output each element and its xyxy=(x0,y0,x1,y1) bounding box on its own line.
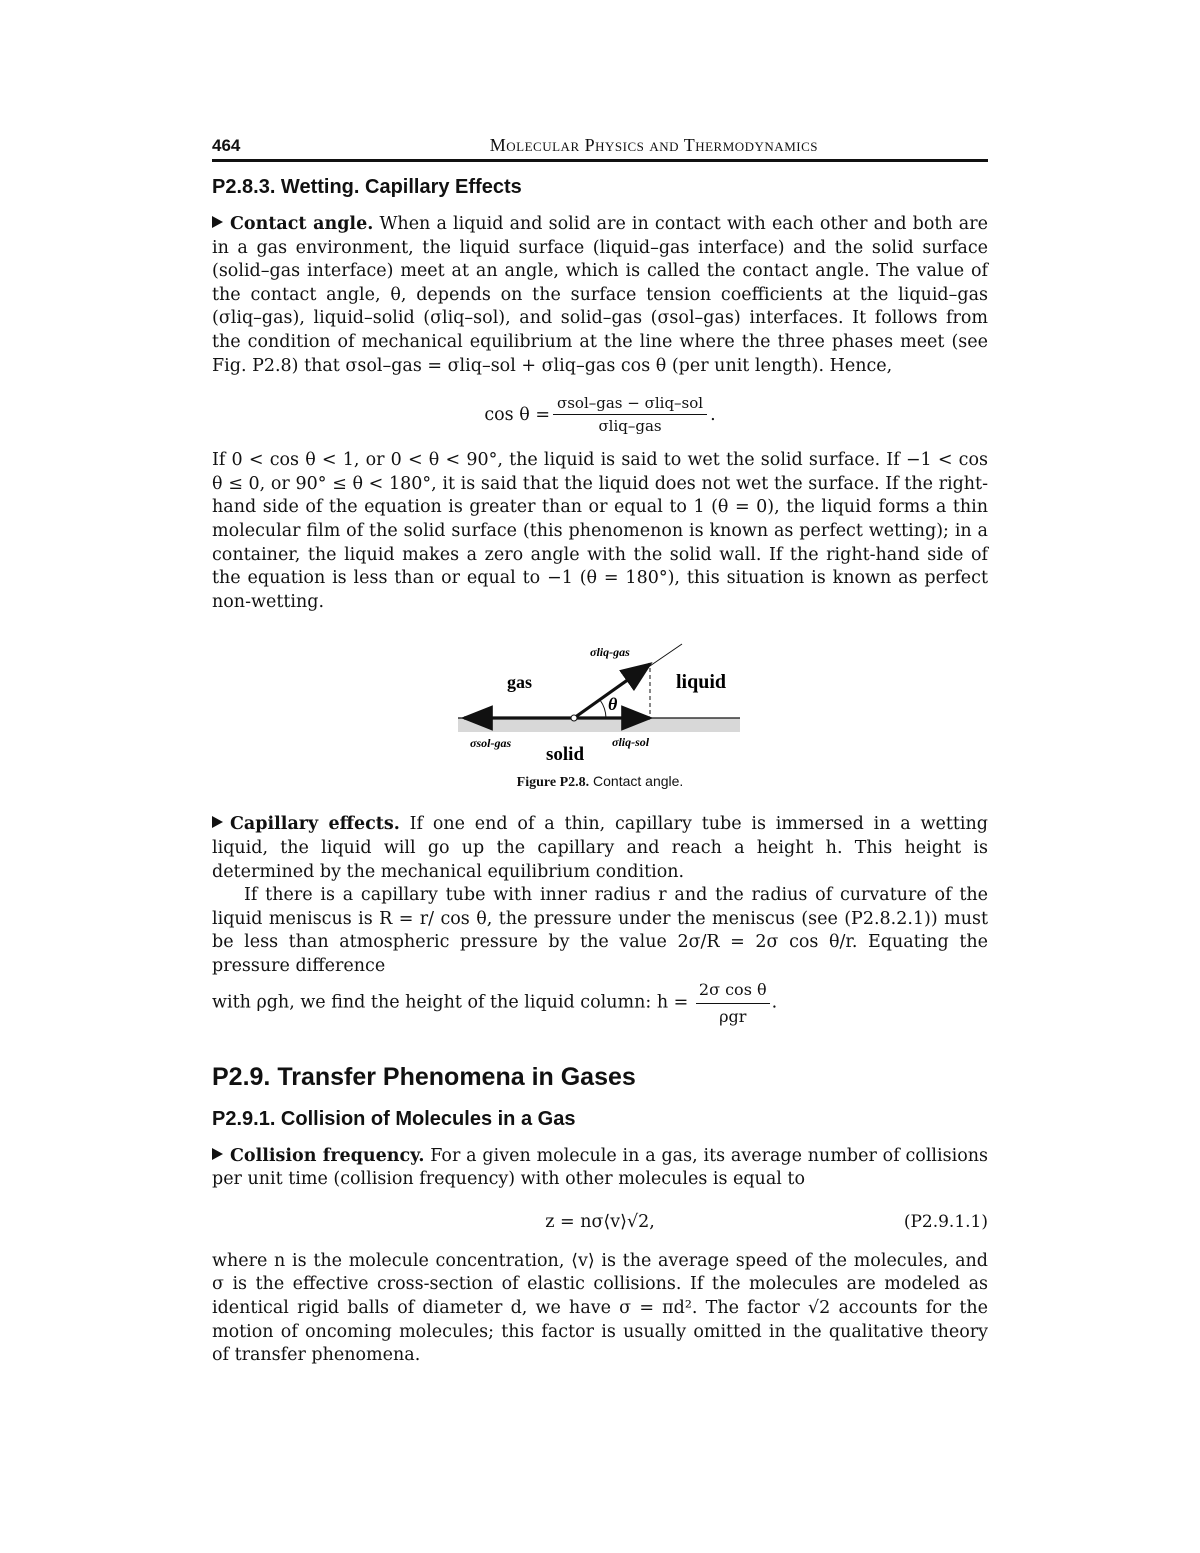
equation-denominator: σliq–gas xyxy=(598,417,662,436)
equation-lhs: cos θ = xyxy=(484,404,550,425)
label-solid: solid xyxy=(546,744,585,766)
label-liquid: liquid xyxy=(676,671,727,694)
capillary-paragraph-3 xyxy=(212,978,988,1028)
collision-paragraph-2: where n is the molecule concentration, ⟨v⟩ is the average speed of the molecules, and σ is the effective cross-section of elastic collisions. If the molecules are modeled as identical rigid balls of diameter d, we have σ = πd². The factor √2 accounts for the motion of oncoming molecules; this factor is usually omitted in the qualitative theory of transfer phenomena. xyxy=(212,1250,988,1366)
label-sigma-sol-gas: σsol-gas xyxy=(470,736,512,751)
label-sigma-liq-gas: σliq-gas xyxy=(590,645,630,660)
height-formula-end: . xyxy=(771,993,778,1014)
label-theta: θ xyxy=(608,694,618,715)
label-gas: gas xyxy=(507,672,533,693)
label-sigma-liq-sol: σliq-sol xyxy=(612,735,650,750)
contact-angle-text: When a liquid and solid are in contact with each other and both are in a gas environment, the liquid surface (liquid–gas interface) and the solid surface (solid–gas interface) meet at an angle, which is called the contact angle. The value of the contact angle, θ, depends on the surface tension coefficients at the liquid–gas (σliq–gas), liquid–solid (σliq–sol), and solid–gas (σsol–gas) interfaces. It follows from the condition of mechanical equilibrium at the line where the three phases meet (see Fig. P2.8) that σsol–gas = σliq–sol + σliq–gas cos θ (per unit length). Hence, xyxy=(212,214,988,376)
contact-angle-lead: Contact angle. xyxy=(230,214,374,234)
capillary-paragraph-2: If there is a capillary tube with inner radius r and the radius of curvature of the liquid meniscus is R = r/ cos θ, the pressure under the meniscus (see (P2.8.2.1)) must be less than atmospheric pressure by the value 2σ/R = 2σ cos θ/r. Equating the pressure difference xyxy=(212,885,988,976)
capillary-paragraph-1 xyxy=(212,813,988,884)
contact-angle-equation xyxy=(212,394,988,435)
capillary-text-3: with ρgh, we find the height of the liquid column: xyxy=(212,993,652,1014)
height-formula-denominator: ρgr xyxy=(719,1007,747,1027)
running-head xyxy=(212,128,988,162)
height-formula-fraction xyxy=(696,978,770,1028)
collision-lead: Collision frequency. xyxy=(230,1145,425,1166)
solid-surface-band xyxy=(458,718,740,732)
section-heading-transfer: P2.9. Transfer Phenomena in Gases xyxy=(212,1062,636,1091)
capillary-text-1: If one end of a thin, capillary tube is immersed in a wetting liquid, the liquid will go up the capillary and reach a height h. This height is determined by the mechanical equilibrium condition. xyxy=(212,814,988,882)
figure-caption xyxy=(212,773,988,791)
capillary-lead: Capillary effects. xyxy=(230,814,400,835)
figure-caption-label: Figure P2.8. xyxy=(516,775,590,791)
contact-angle-diagram xyxy=(212,624,988,769)
triangle-bullet-icon xyxy=(212,216,223,228)
collision-equation-text: z = nσ⟨v⟩√2, xyxy=(545,1211,655,1232)
section-heading-wetting: P2.8.3. Wetting. Capillary Effects xyxy=(212,176,522,198)
collision-text-1: For a given molecule in a gas, its average number of collisions per unit time (collision frequency) with other molecules is equal to xyxy=(212,1145,988,1190)
theta-arc xyxy=(600,700,606,718)
section-heading-collision: P2.9.1. Collision of Molecules in a Gas xyxy=(212,1107,576,1130)
book-page xyxy=(212,128,988,1368)
contact-angle-paragraph xyxy=(212,213,988,378)
equation-numerator: σsol–gas − σliq–sol xyxy=(553,394,707,415)
contact-angle-figure xyxy=(212,624,988,769)
contact-point xyxy=(571,715,577,721)
equation-fraction xyxy=(553,394,707,435)
wetting-paragraph: If 0 < cos θ < 1, or 0 < θ < 90°, the liquid is said to wet the solid surface. If −1 < cos θ ≤ 0, or 90° ≤ θ < 180°, it is said that the liquid does not wet the surface. If the right-hand side of the equation is greater than or equal to 1 (θ = 0), the liquid forms a thin molecular film of the solid surface (this phenomenon is known as perfect wetting); in a container, the liquid makes a zero angle with the solid wall. If the right-hand side of the equation is less than or equal to −1 (θ = 180°), this situation is known as perfect non-wetting. xyxy=(212,450,988,612)
collision-paragraph-1 xyxy=(212,1145,988,1192)
height-formula-lhs: h = xyxy=(656,993,689,1014)
equation-end: . xyxy=(710,404,716,425)
collision-equation xyxy=(212,1212,988,1232)
triangle-bullet-icon xyxy=(212,1148,223,1160)
running-title: Molecular Physics and Thermodynamics xyxy=(489,135,818,155)
page-number: 464 xyxy=(212,136,241,155)
figure-caption-text: Contact angle. xyxy=(593,773,684,790)
triangle-bullet-icon xyxy=(212,816,223,828)
collision-equation-number: (P2.9.1.1) xyxy=(903,1211,988,1232)
height-formula-numerator: 2σ cos θ xyxy=(696,978,770,1004)
